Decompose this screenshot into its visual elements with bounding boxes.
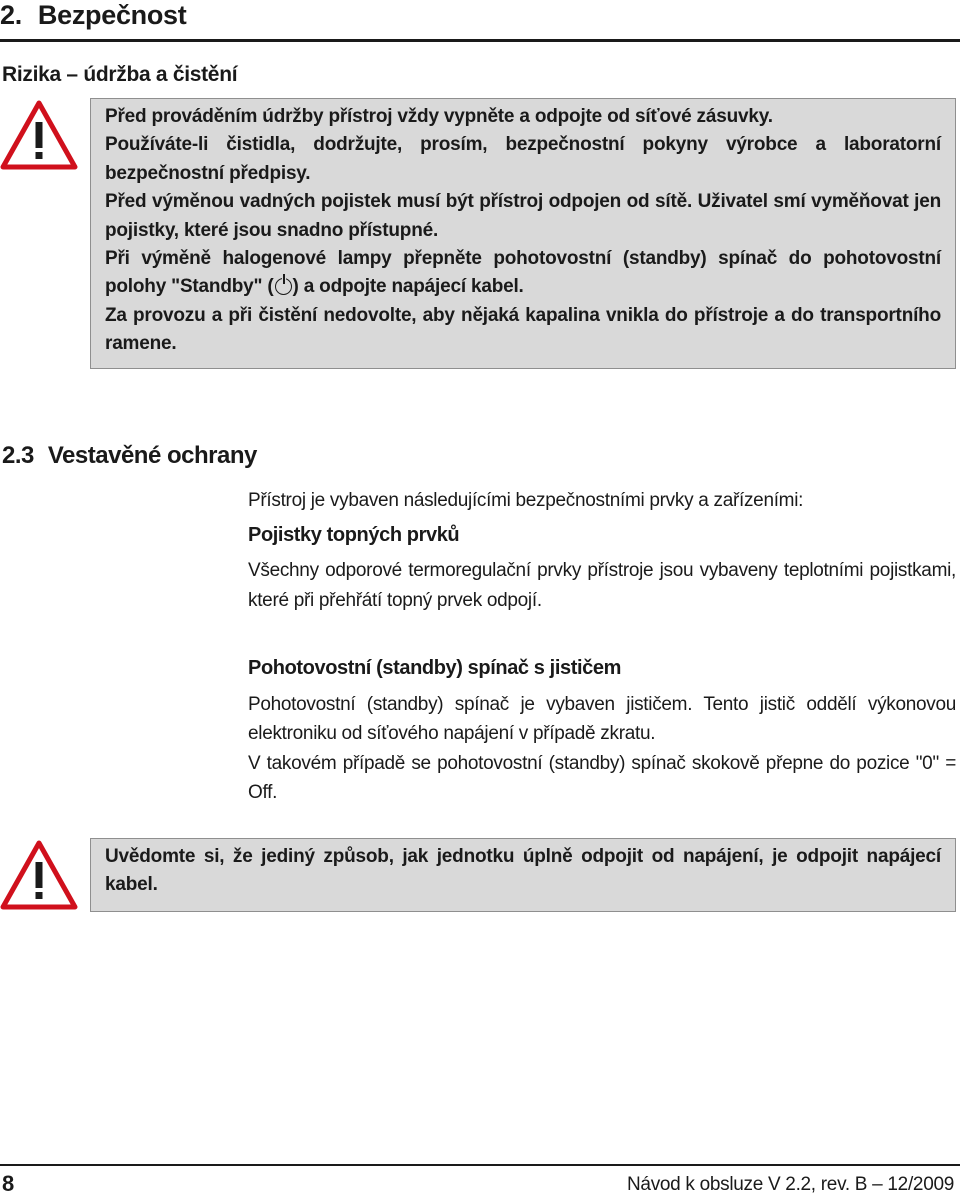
fuses-text: Všechny odporové termoregulační prvky přístroje jsou vybaveny teplotními pojistkami, které při přehřátí topný prvek odpojí. bbox=[248, 560, 956, 611]
lamp-line-end: ) a odpojte napájecí kabel. bbox=[292, 276, 524, 298]
warning-box-power bbox=[90, 838, 956, 912]
warning-box-maintenance bbox=[90, 98, 956, 369]
warning-line-cleaning: Používáte-li čistidla, dodržujte, prosím, bezpečnostní pokyny výrobce a laboratorní bezpečnostní předpisy. bbox=[105, 134, 941, 184]
protections-intro: Přístroj je vybaven následujícími bezpečnostními prvky a zařízeními: bbox=[248, 490, 804, 511]
standby-power-icon bbox=[275, 278, 292, 295]
subsection-title-text: Vestavěné ochrany bbox=[47, 442, 257, 469]
warning-line-lamp bbox=[105, 245, 941, 302]
warning-triangle-icon bbox=[0, 840, 78, 910]
subsection-number: 2.3 bbox=[2, 442, 34, 469]
standby-subheading: Pohotovostní (standby) spínač s jističem bbox=[248, 657, 621, 679]
warning-line-power-cable: Uvědomte si, že jediný způsob, jak jednotku úplně odpojit od napájení, je odpojit napájecí kabel. bbox=[105, 846, 941, 896]
lamp-line-start: Při výměně halogenové lampy přepněte pohotovostní (standby) spínač do pohotovostní polohy "Standby" ( bbox=[105, 248, 941, 298]
page-number: 8 bbox=[2, 1171, 15, 1196]
document-info: Návod k obsluze V 2.2, rev. B – 12/2009 bbox=[627, 1174, 954, 1195]
top-divider bbox=[0, 39, 960, 42]
section-heading-risks: Rizika – údržba a čistění bbox=[2, 63, 238, 86]
standby-text-2: V takovém případě se pohotovostní (standby) spínač skokově přepne do pozice "0" = Off. bbox=[248, 752, 956, 803]
protections-intro-block bbox=[248, 486, 956, 615]
warning-line-disconnect: Před prováděním údržby přístroj vždy vypněte a odpojte od síťové zásuvky. bbox=[105, 106, 773, 127]
warning-triangle-icon bbox=[0, 100, 78, 170]
fuses-subheading: Pojistky topných prvků bbox=[248, 523, 460, 546]
subsection-title bbox=[2, 442, 257, 470]
warning-line-fuses: Před výměnou vadných pojistek musí být přístroj odpojen od sítě. Uživatel smí vyměňovat jen pojistky, které jsou snadno přístupné. bbox=[105, 191, 941, 241]
chapter-number: 2. bbox=[0, 0, 22, 30]
warning-line-liquid: Za provozu a při čistění nedovolte, aby nějaká kapalina vnikla do přístroje a do transportního ramene. bbox=[105, 304, 941, 355]
bottom-divider bbox=[0, 1164, 960, 1166]
chapter-title-text: Bezpečnost bbox=[37, 0, 187, 30]
standby-text-1: Pohotovostní (standby) spínač je vybaven jističem. Tento jistič oddělí výkonovou elektroniku od síťového napájení v případě zkratu. bbox=[248, 693, 956, 744]
standby-block bbox=[248, 654, 956, 808]
chapter-title bbox=[0, 0, 186, 30]
